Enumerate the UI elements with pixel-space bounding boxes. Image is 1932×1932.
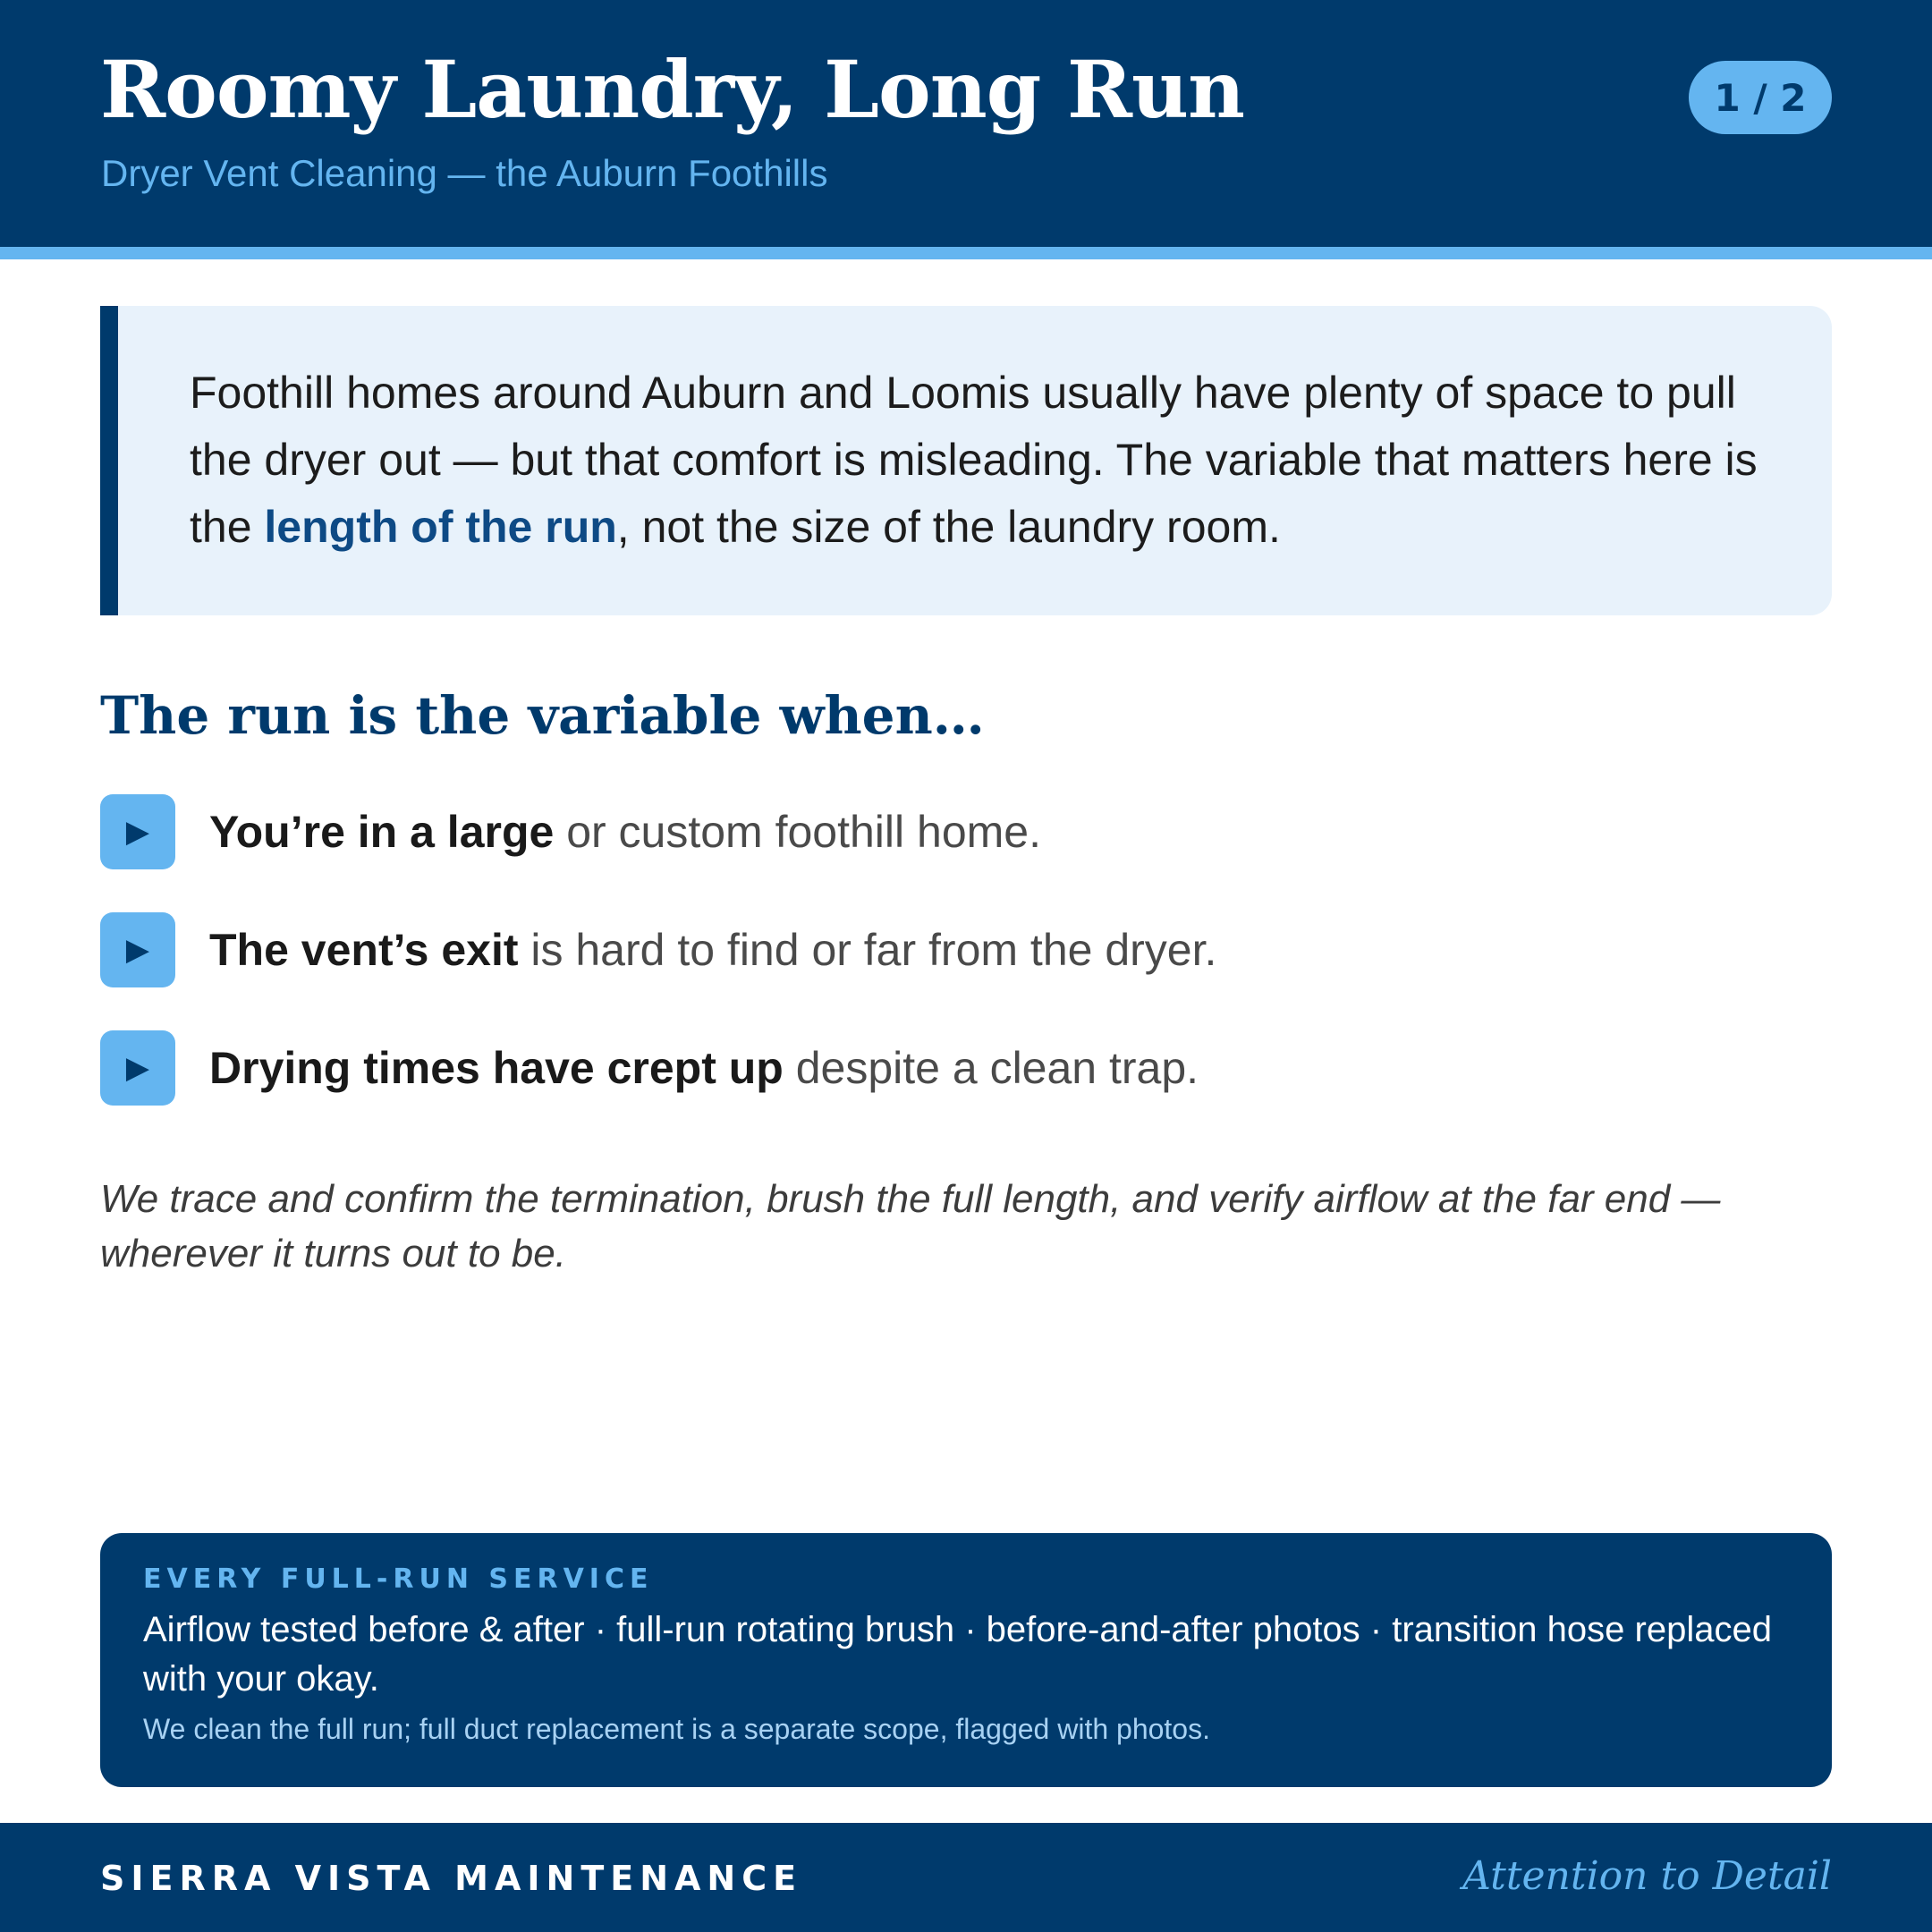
play-icon: ▶ [100,794,175,869]
intro-highlight: length of the run [264,502,617,552]
bullet-text [209,924,1216,976]
bullet-text [209,806,1041,858]
list-item [100,912,1832,987]
bullet-text [209,1042,1199,1094]
service-body: Airflow tested before & after · full-run rotating brush · before-and-after photos · transition hose replaced with your okay. [143,1610,1772,1699]
header-accent-stripe [0,247,1932,259]
header [0,0,1932,247]
page-indicator-badge: 1 / 2 [1689,61,1832,134]
service-fine-print: We clean the full run; full duct replacement is a separate scope, flagged with photos. [143,1713,1210,1745]
bullet-strong: You’re in a large [209,807,555,857]
bullet-rest: or custom foothill home. [554,807,1041,857]
bullet-strong: Drying times have crept up [209,1043,784,1093]
intro-text-start: Foothill homes around Auburn and Loomis usually have plenty of space to pull the dryer out — but that comfort is misleading. The variable that matters here is the [190,368,1758,552]
footer [0,1823,1932,1932]
bullet-rest: is hard to find or far from the dryer. [518,925,1217,975]
service-label: EVERY FULL-RUN SERVICE [143,1563,654,1595]
page-subtitle: Dryer Vent Cleaning — the Auburn Foothills [101,152,828,194]
page-title: Roomy Laundry, Long Run [100,43,1244,136]
intro-text-end: , not the size of the laundry room. [616,502,1281,552]
service-box [100,1533,1832,1787]
bullet-rest: despite a clean trap. [783,1043,1199,1093]
bullet-list [100,794,1832,1148]
list-item [100,794,1832,869]
brand-tagline: Attention to Detail [1462,1853,1832,1899]
section-heading: The run is the variable when… [100,685,985,746]
brand-name: SIERRA VISTA MAINTENANCE [100,1859,803,1898]
intro-text [190,360,1778,561]
list-item [100,1030,1832,1106]
play-icon: ▶ [100,1030,175,1106]
play-icon: ▶ [100,912,175,987]
intro-callout [100,306,1832,615]
bullet-strong: The vent’s exit [209,925,519,975]
process-note: We trace and confirm the termination, brush the full length, and verify airflow at the far end — wherever it turns out to be. [100,1177,1721,1275]
